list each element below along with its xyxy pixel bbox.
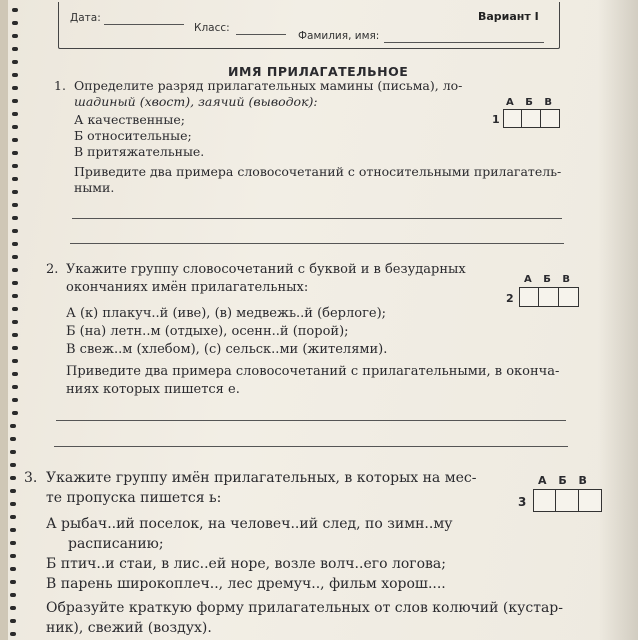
q3-task-line1: Образуйте краткую форму прилагательных от слов колючий (кустар- — [46, 600, 563, 616]
q1-answer-line-1[interactable] — [72, 218, 562, 219]
q3-option-b: Б птич..и стаи, в лис..ей норе, возле волч..его логова; — [46, 556, 446, 572]
q2-number: 2. — [46, 262, 59, 277]
binding-hole — [10, 580, 16, 584]
binding-hole — [10, 450, 16, 454]
binding-hole — [12, 229, 18, 233]
binding-hole — [12, 125, 18, 129]
q1-answer-line-2[interactable] — [70, 243, 564, 244]
q3-answer-header: А Б В — [538, 474, 591, 487]
binding-hole — [10, 606, 16, 610]
page-shadow — [598, 0, 638, 640]
q2-option-a: А (к) плакуч..й (иве), (в) медвежь..й (берлоге); — [66, 306, 387, 321]
q3-box-c[interactable] — [578, 489, 602, 512]
class-label: Класс: — [194, 22, 230, 34]
q1-box-c[interactable] — [540, 109, 560, 128]
binding-hole — [10, 619, 16, 623]
binding-hole — [10, 567, 16, 571]
binding-hole — [12, 164, 18, 168]
binding-hole — [12, 21, 18, 25]
binding-hole — [10, 632, 16, 636]
q2-box-a[interactable] — [519, 287, 540, 307]
q3-task-line2: ник), свежий (воздух). — [46, 620, 212, 636]
q2-task-line1: Приведите два примера словосочетаний с прилагательными, в оконча- — [66, 364, 560, 379]
date-field[interactable] — [104, 24, 184, 25]
binding-hole — [12, 190, 18, 194]
q1-option-a: А качественные; — [74, 112, 185, 127]
q3-box-number: 3 — [518, 495, 527, 509]
binding-hole — [12, 138, 18, 142]
q1-answer-header: А Б В — [506, 97, 556, 108]
binding-holes — [10, 0, 20, 640]
binding-hole — [12, 34, 18, 38]
q1-answer-boxes[interactable] — [504, 109, 560, 128]
variant-label: Вариант I — [478, 10, 539, 23]
binding-hole — [10, 528, 16, 532]
q2-answer-header: А Б В — [524, 274, 574, 285]
q3-option-c: В парень широкоплеч.., лес дремуч.., фильм хорош.... — [46, 576, 446, 592]
date-label: Дата: — [70, 12, 101, 24]
binding-hole — [12, 372, 18, 376]
worksheet-page — [8, 0, 638, 640]
class-field[interactable] — [236, 34, 286, 35]
q2-task-line2: ниях которых пишется е. — [66, 382, 240, 397]
binding-hole — [12, 73, 18, 77]
q2-box-number: 2 — [506, 292, 514, 305]
binding-hole — [12, 8, 18, 12]
q2-answer-line-2[interactable] — [54, 446, 568, 447]
binding-hole — [10, 515, 16, 519]
q3-answer-boxes[interactable] — [534, 489, 602, 512]
q2-option-c: В свеж..м (хлебом), (с) сельск..ми (жителями). — [66, 342, 388, 357]
binding-hole — [10, 502, 16, 506]
q3-question-line1: Укажите группу имён прилагательных, в которых на мес- — [46, 470, 477, 486]
binding-hole — [12, 346, 18, 350]
q1-question-line1: Определите разряд прилагательных мамины (письма), ло- — [74, 78, 463, 93]
surname-label: Фамилия, имя: — [298, 30, 380, 42]
binding-hole — [12, 242, 18, 246]
binding-hole — [10, 554, 16, 558]
q1-box-b[interactable] — [521, 109, 541, 128]
q1-task-line1: Приведите два примера словосочетаний с относительными прилагатель- — [74, 164, 562, 179]
q3-question-line2: те пропуска пишется ь: — [46, 490, 222, 506]
q1-option-c: В притяжательные. — [74, 144, 205, 159]
binding-hole — [12, 203, 18, 207]
binding-hole — [12, 112, 18, 116]
q2-box-b[interactable] — [538, 287, 559, 307]
binding-hole — [12, 86, 18, 90]
q1-option-b: Б относительные; — [74, 128, 192, 143]
binding-hole — [12, 411, 18, 415]
q1-box-number: 1 — [492, 113, 500, 126]
binding-hole — [12, 307, 18, 311]
binding-hole — [10, 437, 16, 441]
q3-number: 3. — [24, 470, 38, 486]
binding-hole — [12, 255, 18, 259]
binding-hole — [10, 593, 16, 597]
binding-hole — [12, 359, 18, 363]
q2-answer-boxes[interactable] — [520, 287, 579, 307]
q3-box-b[interactable] — [555, 489, 579, 512]
q1-box-a[interactable] — [503, 109, 523, 128]
binding-hole — [12, 151, 18, 155]
binding-hole — [10, 476, 16, 480]
page-title: ИМЯ ПРИЛАГАТЕЛЬНОЕ — [228, 64, 409, 79]
binding-hole — [12, 47, 18, 51]
q3-option-a-cont: расписанию; — [68, 536, 164, 552]
q2-question-line2: окончаниях имён прилагательных: — [66, 280, 309, 295]
surname-field[interactable] — [384, 42, 544, 43]
binding-hole — [12, 320, 18, 324]
q1-task-line2: ными. — [74, 180, 115, 195]
q3-box-a[interactable] — [533, 489, 557, 512]
binding-hole — [10, 541, 16, 545]
binding-hole — [12, 177, 18, 181]
binding-hole — [12, 60, 18, 64]
binding-hole — [12, 99, 18, 103]
binding-hole — [12, 385, 18, 389]
binding-hole — [12, 398, 18, 402]
q1-question-line2: шадиный (хвост), заячий (выводок): — [74, 94, 318, 109]
q2-question-line1: Укажите группу словосочетаний с буквой и в безударных — [66, 262, 466, 277]
binding-hole — [10, 424, 16, 428]
binding-hole — [12, 294, 18, 298]
binding-hole — [12, 333, 18, 337]
q2-answer-line-1[interactable] — [56, 420, 566, 421]
binding-hole — [10, 463, 16, 467]
binding-hole — [12, 281, 18, 285]
binding-hole — [10, 489, 16, 493]
binding-hole — [12, 216, 18, 220]
q3-option-a: А рыбач..ий поселок, на человеч..ий след, по зимн..му — [46, 516, 453, 532]
q2-box-c[interactable] — [558, 287, 579, 307]
q1-number: 1. — [54, 78, 66, 93]
binding-hole — [12, 268, 18, 272]
q2-option-b: Б (на) летн..м (отдыхе), осенн..й (порой); — [66, 324, 349, 339]
